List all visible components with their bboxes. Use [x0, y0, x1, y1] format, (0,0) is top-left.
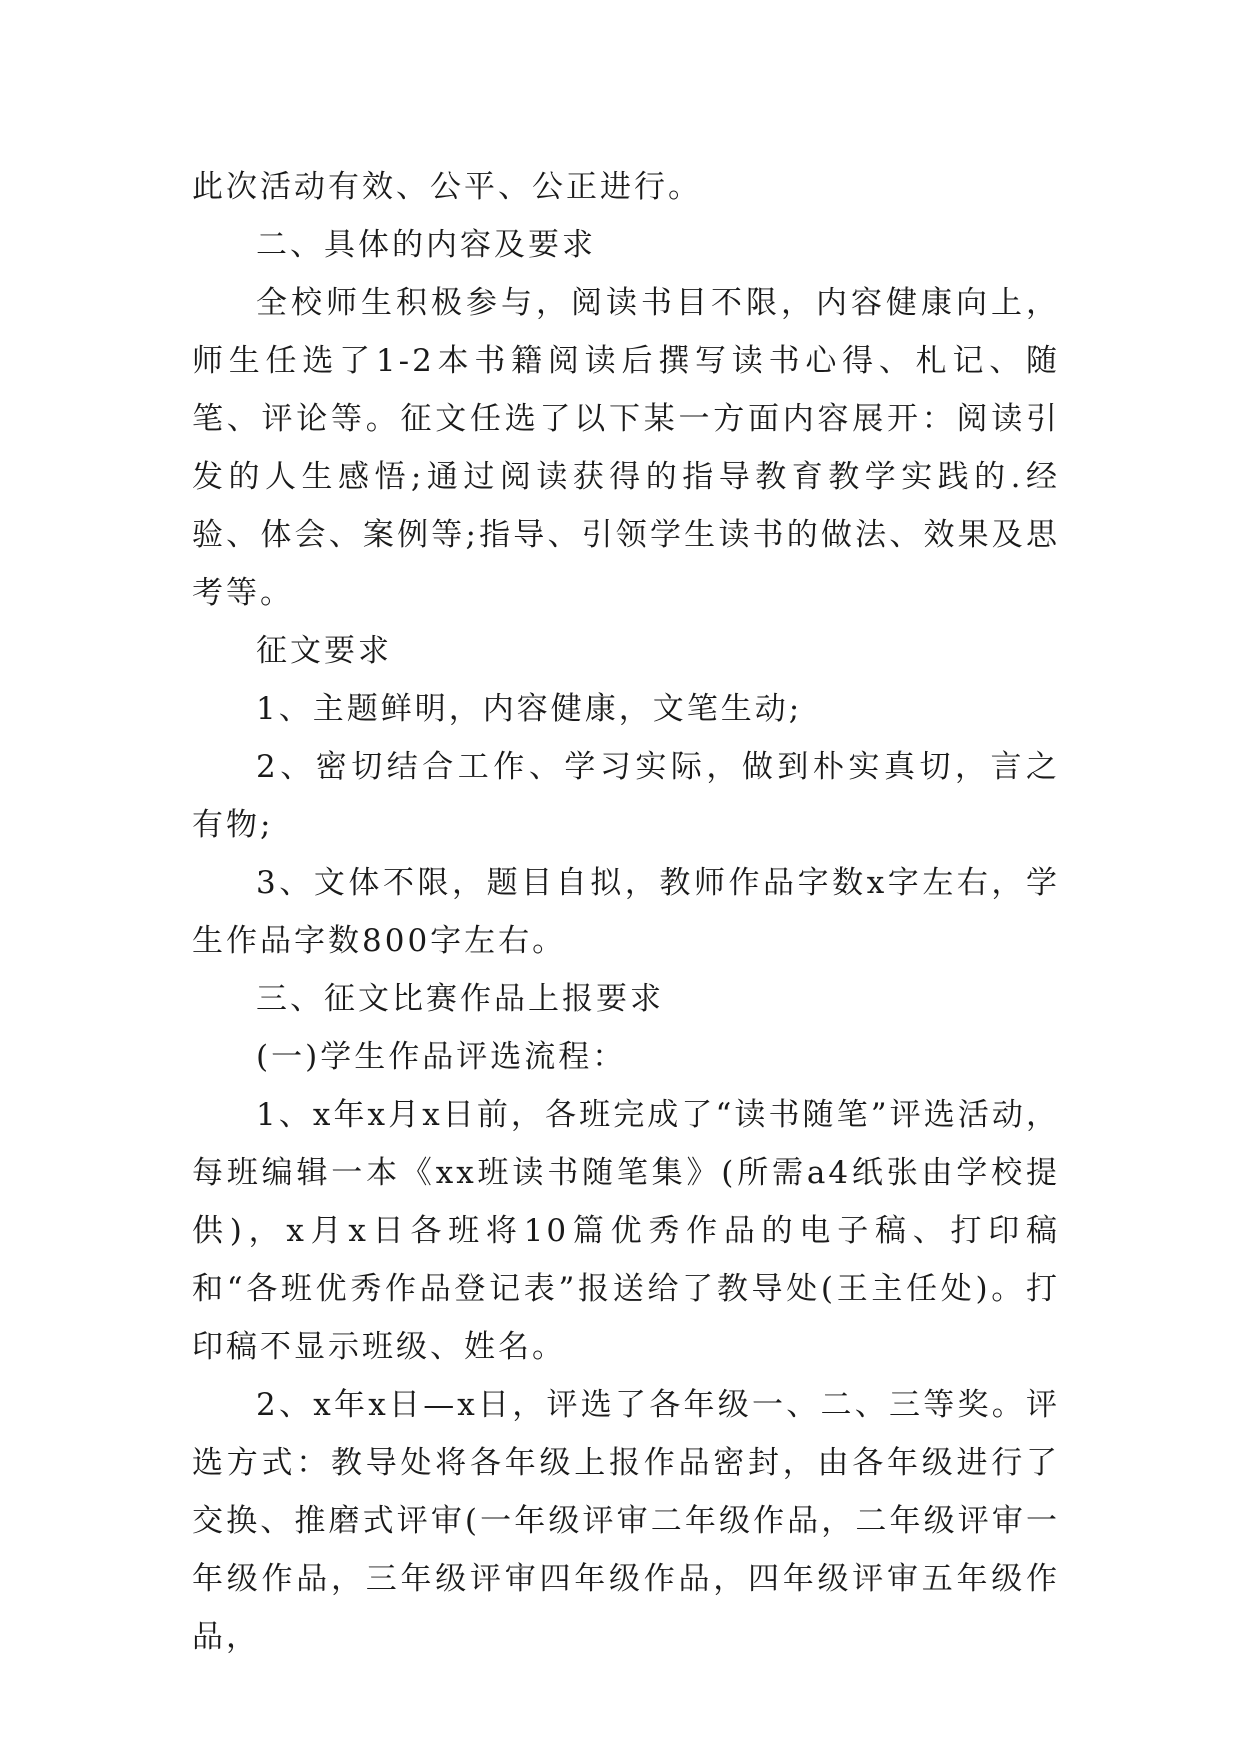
section-heading-3: 三、征文比赛作品上报要求 [256, 981, 664, 1017]
requirement-item-1: 1、主题鲜明，内容健康，文笔生动; [256, 691, 803, 727]
subheading-essay-requirements: 征文要求 [256, 633, 392, 669]
document-body [192, 158, 1060, 1666]
paragraph-content-requirements: 全校师生积极参与，阅读书目不限，内容健康向上，师生任选了1-2本书籍阅读后撰写读书心得、札记、随笔、评论等。征文任选了以下某一方面内容展开：阅读引发的人生感悟;通过阅读获得的指导教育教学实践的.经验、体会、案例等;指导、引领学生读书的做法、效果及思考等。 [192, 285, 1060, 611]
process-step-1: 1、x年x月x日前，各班完成了“读书随笔”评选活动，每班编辑一本《xx班读书随笔集》(所需a4纸张由学校提供)，x月x日各班将10篇优秀作品的电子稿、打印稿和“各班优秀作品登记表”报送给了教导处(王主任处)。打印稿不显示班级、姓名。 [192, 1097, 1060, 1365]
section-heading-2: 二、具体的内容及要求 [256, 227, 596, 263]
subheading-student-process: (一)学生作品评选流程： [256, 1039, 627, 1075]
requirement-item-2: 2、密切结合工作、学习实际，做到朴实真切，言之有物; [192, 749, 1060, 843]
requirement-item-3: 3、文体不限，题目自拟，教师作品字数x字左右，学生作品字数800字左右。 [192, 865, 1060, 959]
process-step-2: 2、x年x日—x日，评选了各年级一、二、三等奖。评选方式：教导处将各年级上报作品密封，由各年级进行了交换、推磨式评审(一年级评审二年级作品，二年级评审一年级作品，三年级评审四年级作品，四年级评审五年级作品， [192, 1387, 1060, 1655]
paragraph-continuation: 此次活动有效、公平、公正进行。 [192, 169, 702, 205]
